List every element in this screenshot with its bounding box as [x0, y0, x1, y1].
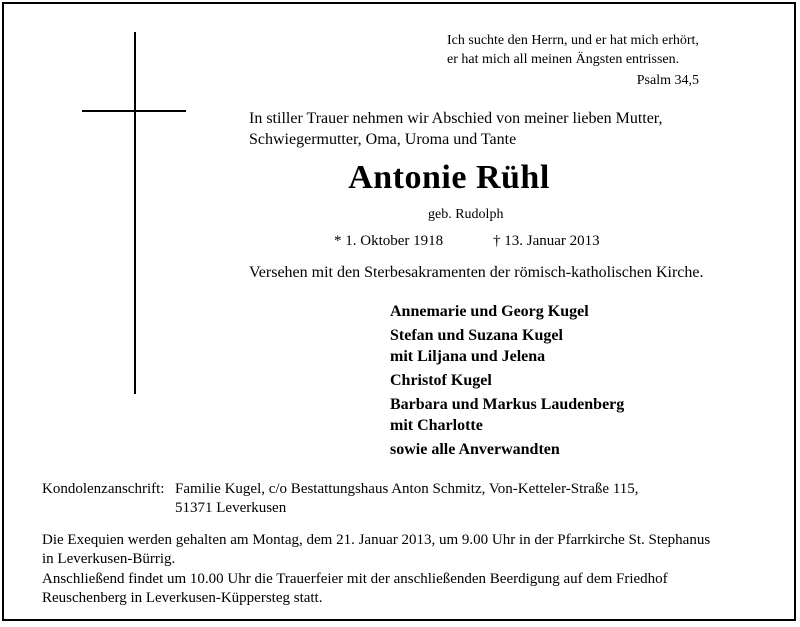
exequies-paragraph	[42, 531, 710, 569]
death-date: † 13. Januar 2013	[493, 233, 600, 249]
condolence-label: Kondolenzanschrift:	[42, 481, 165, 497]
birth-name: geb. Rudolph	[428, 207, 504, 222]
mourning-intro-line: In stiller Trauer nehmen wir Abschied von meiner lieben Mutter,	[249, 110, 663, 127]
family-line: Barbara und Markus Laudenberg	[390, 396, 625, 413]
family-group	[390, 394, 624, 436]
cross-icon	[134, 32, 136, 394]
funeral-paragraph	[42, 570, 668, 608]
sacraments-note: Versehen mit den Sterbesakramenten der römisch-katholischen Kirche.	[249, 264, 704, 281]
condolence-city: 51371 Leverkusen	[175, 500, 287, 516]
mourning-intro-line: Schwiegermutter, Oma, Uroma und Tante	[249, 131, 517, 148]
funeral-line: Anschließend findet um 10.00 Uhr die Trauerfeier mit der anschließenden Beerdigung auf dem Friedhof	[42, 571, 668, 587]
mourning-intro	[249, 108, 663, 150]
psalm-verse-line: er hat mich all meinen Ängsten entrissen.	[447, 52, 680, 67]
family-line: Stefan und Suzana Kugel	[390, 327, 563, 344]
family-line: Christof Kugel	[390, 372, 492, 389]
psalm-verse-line: Ich suchte den Herrn, und er hat mich erhört,	[447, 33, 699, 48]
birth-date: * 1. Oktober 1918	[334, 233, 444, 249]
family-group	[390, 439, 624, 460]
cross-icon-beam	[82, 110, 186, 112]
family-line: mit Liljana und Jelena	[390, 348, 546, 365]
exequies-line: in Leverkusen-Bürrig.	[42, 551, 176, 567]
family-group	[390, 325, 624, 367]
deceased-name-row	[4, 159, 798, 197]
psalm-verse	[447, 31, 699, 69]
psalm-reference: Psalm 34,5	[636, 73, 699, 88]
family-group	[390, 370, 624, 391]
condolence-address: Familie Kugel, c/o Bestattungshaus Anton Schmitz, Von-Ketteler-Straße 115,	[175, 481, 639, 497]
family-list	[390, 301, 624, 463]
family-group	[390, 301, 624, 322]
deceased-name: Antonie Rühl	[348, 159, 550, 196]
exequies-line: Die Exequien werden gehalten am Montag, dem 21. Januar 2013, um 9.00 Uhr in der Pfarrkirche St. Stephanus	[42, 532, 711, 548]
funeral-line: Reuschenberg in Leverkusen-Küppersteg statt.	[42, 590, 323, 606]
family-line: sowie alle Anverwandten	[390, 441, 560, 458]
obituary-notice	[2, 2, 796, 621]
family-line: mit Charlotte	[390, 417, 483, 434]
family-line: Annemarie und Georg Kugel	[390, 303, 589, 320]
